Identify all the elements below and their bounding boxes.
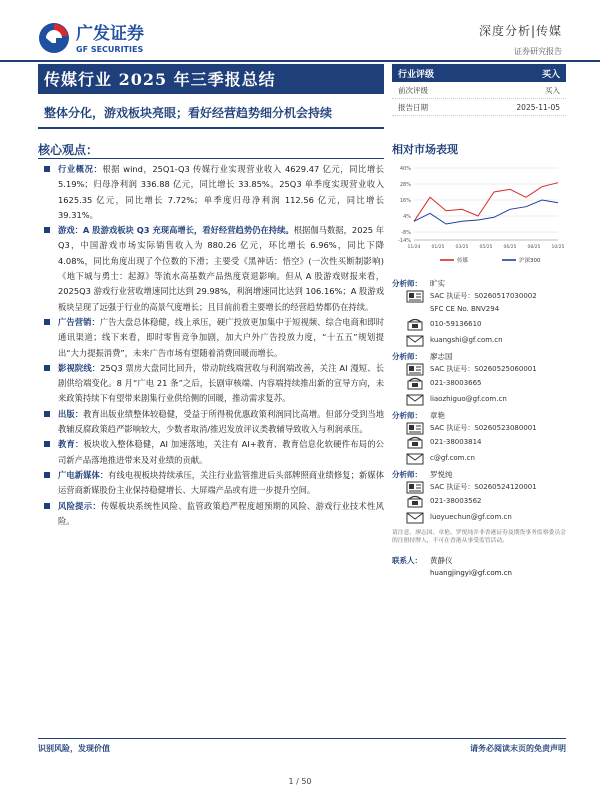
point-lead: 游戏：A 股游戏板块 Q3 充现高增长，看好经营趋势仍在持续。 [58, 225, 294, 236]
prev-rating-value: 买入 [545, 85, 560, 95]
header-meta [479, 22, 562, 57]
analyst-credential-row [392, 290, 566, 302]
core-points-divider [38, 158, 384, 159]
brand-en: GF SECURITIES [76, 45, 144, 54]
point-lead: 教育： [58, 439, 84, 450]
point-publishing [44, 407, 384, 438]
point-gaming [44, 223, 384, 315]
analyst-sac: SAC 执证号：S0260525060001 [430, 365, 537, 373]
analyst-email-row[interactable] [392, 332, 566, 348]
relative-performance-chart [392, 160, 566, 270]
analyst-phone-row [392, 375, 566, 391]
point-risk [44, 499, 384, 530]
bullet-icon [44, 365, 50, 371]
analyst-ce-row [392, 302, 566, 316]
analyst-phone: 021-38003562 [430, 497, 482, 505]
x-tick-label: 11/24 [407, 245, 421, 250]
analyst-role-label: 分析师： [392, 469, 422, 479]
id-card-icon [406, 363, 424, 376]
core-points-body [44, 162, 384, 529]
analyst-credential-row [392, 363, 566, 375]
core-points-title: 核心观点： [38, 143, 99, 157]
analyst-card [392, 408, 566, 466]
analyst-credential-row [392, 481, 566, 493]
bullet-icon [44, 411, 50, 417]
email-icon [406, 511, 424, 524]
bullet-icon [44, 166, 50, 172]
y-tick-label: 16% [399, 198, 411, 204]
contact-role-label: 联系人： [392, 555, 422, 565]
analyst-header [392, 276, 566, 290]
phone-icon [406, 436, 424, 449]
legend-label: 沪深300 [519, 258, 541, 264]
point-lead: 风险提示： [58, 500, 101, 511]
analyst-phone-row [392, 316, 566, 332]
page-number: 1 / 50 [288, 777, 312, 786]
point-lead: 广电新媒体： [58, 469, 109, 480]
point-advertising [44, 315, 384, 361]
header-divider [0, 60, 600, 62]
report-date-label: 报告日期 [398, 102, 428, 112]
x-tick-label: 05/25 [479, 245, 493, 250]
x-tick-label: 06/25 [503, 245, 517, 250]
analyst-role-label: 分析师： [392, 410, 422, 420]
y-tick-label: 28% [399, 182, 411, 188]
y-tick-label: -14% [398, 238, 411, 244]
y-tick-label: 4% [403, 214, 411, 220]
id-card-icon [406, 481, 424, 494]
bullet-icon [44, 503, 50, 509]
analyst-header [392, 467, 566, 481]
prev-rating-row [392, 82, 566, 99]
analyst-email[interactable]: c@gf.com.cn [430, 454, 475, 462]
point-text: 板块收入整体稳健，AI 加速落地，关注有 AI+教育、教育信息化软硬件布局的公司新产品落地推进带来及对业绩的贡献。 [58, 439, 384, 465]
footer-slogan: 识别风险，发现价值 [38, 744, 110, 753]
analyst-email-row[interactable] [392, 450, 566, 466]
point-lead: 行业概况： [58, 164, 103, 174]
id-card-icon [406, 422, 424, 435]
bullet-icon [44, 227, 50, 233]
point-lead: 广告营销： [58, 316, 100, 327]
y-tick-label: -8% [401, 230, 411, 236]
analyst-header [392, 408, 566, 422]
rating-label: 行业评级 [398, 69, 435, 80]
analyst-credential-row [392, 422, 566, 434]
email-icon [406, 334, 424, 347]
footer-divider [38, 738, 566, 739]
point-text: 25Q3 票房大盘同比回升，带动院线端营收与利润端改善，关注 AI 漫短、长剧供给端变化。8 月“广电 21 条”之后，长剧审核端、内容端持续推出新的宣导方向，未来政策持续下有望带来剧集行业供给侧的回暖，推动需求复苏。 [58, 362, 384, 404]
analyst-email[interactable]: luoyuechun@gf.com.cn [430, 513, 512, 521]
rating-table [392, 64, 566, 116]
y-tick-label: 40% [399, 166, 411, 172]
analyst-sac: SAC 执证号：S0260517030002 [430, 292, 537, 300]
report-type: 证券研究报告 [514, 47, 562, 56]
contact-block [392, 553, 566, 577]
analyst-name: 廖志国 [430, 351, 453, 361]
report-date-row [392, 99, 566, 116]
analyst-phone-row [392, 493, 566, 509]
analyst-card [392, 276, 566, 348]
analyst-email[interactable]: liaozhiguo@gf.com.cn [430, 395, 507, 403]
analyst-card [392, 467, 566, 525]
phone-icon [406, 318, 424, 331]
analyst-email-row[interactable] [392, 509, 566, 525]
analyst-header [392, 349, 566, 363]
rating-value: 买入 [541, 69, 560, 80]
point-education [44, 437, 384, 468]
point-text: 传媒板块系统性风险、监管政策趋严程度超预期的风险、游戏行业技术性风险。 [58, 500, 384, 526]
bullet-icon [44, 472, 50, 478]
point-text: 根据伽马数据，2025 年 Q3，中国游戏市场实际销售收入为 880.26 亿元，环比增长 6.96%，同比下降 4.08%，同比角度出现了个位数的下滑；主要受《黑神话：悟空》(一次性买断制影响)《地下城与勇士：起源》等流水高基数产品热度衰退影响。但从 A 股游戏财报来看，2025Q3 游戏行业营收增速同比达到 29.98%，利润增速同比达到 106.16%；A 股游戏板块呈现了远强于行业的高景气度增长；且目前前看主要增长的经营趋势都仍在持续。 [58, 225, 384, 312]
x-tick-label: 10/25 [551, 245, 565, 250]
title-divider [38, 127, 384, 129]
analyst-phone-row [392, 434, 566, 450]
id-card-icon [406, 290, 424, 303]
analyst-phone: 021-38003814 [430, 438, 482, 446]
report-category: 深度分析|传媒 [478, 24, 562, 38]
analyst-email-row[interactable] [392, 391, 566, 407]
point-industry-overview [44, 162, 384, 223]
x-tick-label: 08/25 [527, 245, 541, 250]
prev-rating-label: 前次评级 [398, 85, 428, 95]
analyst-list [392, 276, 566, 577]
email-icon [406, 452, 424, 465]
chart-title: 相对市场表现 [392, 143, 458, 156]
phone-icon [406, 495, 424, 508]
point-lead: 影视院线： [58, 362, 101, 373]
point-film [44, 361, 384, 407]
point-text: 广告大盘总体稳健，线上承压，硬广投放更加集中于短视频、综合电商和即时通讯渠道；线下来看，即时零售竞争加剧，加大户外广告投放力度，“十五五”规划提出“大力提振消费”，未来广告市场有望随着消费回暖而增长。 [58, 316, 384, 358]
footer-disclaimer-note: 请务必阅读末页的免责声明 [470, 744, 566, 753]
phone-icon [406, 377, 424, 390]
analyst-card [392, 349, 566, 407]
analyst-sac: SAC 执证号：S0260524120001 [430, 483, 537, 491]
analyst-name: 罗悦纯 [430, 469, 453, 479]
analyst-phone: 010-59136610 [430, 320, 482, 328]
x-tick-label: 01/25 [431, 245, 445, 250]
analyst-role-label: 分析师： [392, 351, 422, 361]
analyst-ce-number: SFC CE No. BNV294 [430, 305, 500, 313]
point-broadcast [44, 468, 384, 499]
license-disclaimer: 请注意，廖志国、章艳、罗悦纯并非香港证券及期货事务监察委员会的注册持牌人，不可在香港从事受监管活动。 [392, 530, 566, 544]
point-text: 教育出版业绩整体较稳健，受益于所得税优惠政策利润同比高增。但部分受到当地教辅反腐政策趋严影响较大，少数者取消/推迟发放评议类教辅导致收入与利润承压。 [58, 408, 384, 435]
point-lead: 出版： [58, 408, 84, 419]
email-icon [406, 393, 424, 406]
report-title: 传媒行业 2025 年三季报总结 [44, 70, 276, 89]
bullet-icon [44, 319, 50, 325]
contact-email[interactable]: huangjingyi@gf.com.cn [430, 569, 512, 577]
legend-label: 传媒 [457, 258, 469, 264]
bullet-icon [44, 441, 50, 447]
report-date-value: 2025-11-05 [516, 102, 560, 112]
analyst-sac: SAC 执证号：S0260523080001 [430, 424, 537, 432]
rating-header [392, 64, 566, 82]
contact-name: 黄静仪 [430, 555, 453, 565]
contact-header [392, 553, 566, 567]
analyst-phone: 021-38003665 [430, 379, 482, 387]
analyst-name: 旷实 [430, 278, 445, 288]
analyst-role-label: 分析师： [392, 278, 422, 288]
point-text: 根据 wind，25Q1-Q3 传媒行业实现营业收入 4629.47 亿元，同比增长 5.19%；归母净利润 336.88 亿元，同比增长 33.85%。25Q3 单季度实现营业收入 1625.35 亿元，同比增长 7.72%；单季度归母净利润 112.56 亿元，同比增长 39.31%。 [58, 164, 384, 220]
analyst-name: 章艳 [430, 410, 445, 420]
x-tick-label: 03/25 [455, 245, 469, 250]
gf-securities-logo [36, 18, 206, 58]
report-subtitle: 整体分化，游戏板块亮眼；看好经营趋势细分机会持续 [44, 106, 333, 120]
brand-cn: 广发证券 [76, 24, 144, 44]
analyst-email[interactable]: kuangshi@gf.com.cn [430, 336, 503, 344]
point-text: 有线电视板块持续承压，关注行业监管推进后头部牌照商业绩修复；新媒体运营商新媒股份主业保持稳健增长、大屏端产品或有进一步提升空间。 [58, 469, 384, 496]
